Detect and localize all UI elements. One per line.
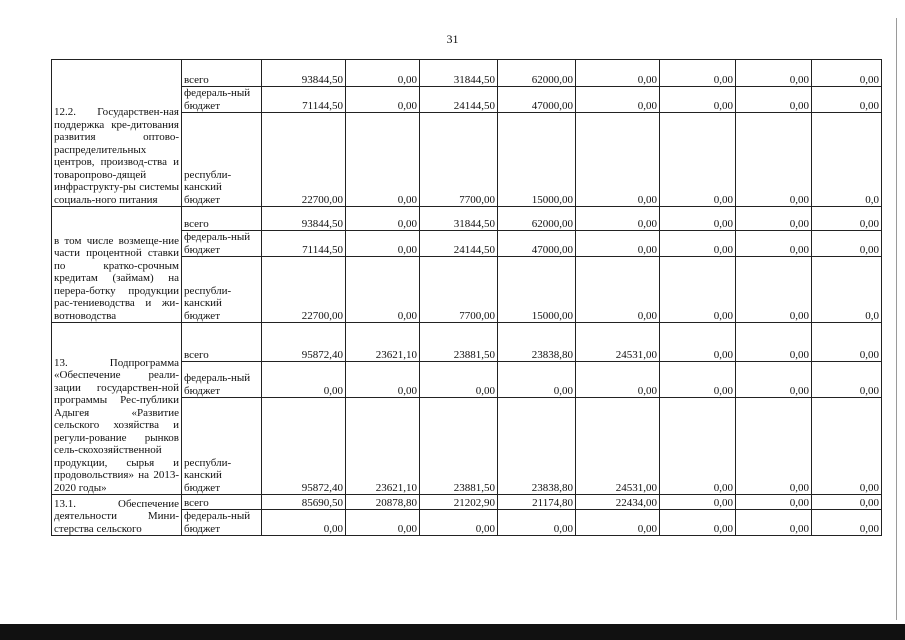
amount-cell: 0,00	[346, 510, 420, 536]
amount-cell: 0,00	[576, 87, 660, 113]
amount-cell: 0,00	[812, 495, 882, 510]
scan-border	[0, 624, 905, 640]
amount-cell: 21174,80	[498, 495, 576, 510]
amount-cell: 0,00	[420, 510, 498, 536]
table-row	[52, 323, 882, 362]
amount-cell: 62000,00	[498, 60, 576, 87]
amount-cell: 47000,00	[498, 87, 576, 113]
table-row	[52, 60, 882, 87]
page-edge	[896, 18, 897, 620]
amount-cell: 7700,00	[420, 113, 498, 207]
amount-cell: 0,00	[576, 510, 660, 536]
amount-cell: 0,00	[346, 60, 420, 87]
amount-cell: 21202,90	[420, 495, 498, 510]
amount-cell: 0,00	[262, 510, 346, 536]
amount-cell: 24144,50	[420, 87, 498, 113]
funding-source-cell: всего	[182, 207, 262, 231]
amount-cell: 0,00	[736, 495, 812, 510]
amount-cell: 0,00	[736, 231, 812, 257]
amount-cell: 0,00	[576, 362, 660, 398]
amount-cell: 0,00	[346, 207, 420, 231]
amount-cell: 0,00	[812, 231, 882, 257]
amount-cell: 0,00	[812, 87, 882, 113]
amount-cell: 71144,50	[262, 87, 346, 113]
amount-cell: 24144,50	[420, 231, 498, 257]
amount-cell: 0,00	[736, 362, 812, 398]
amount-cell: 0,00	[736, 323, 812, 362]
amount-cell: 0,00	[812, 207, 882, 231]
budget-table	[51, 59, 882, 536]
amount-cell: 0,00	[660, 362, 736, 398]
program-name-cell: 13.1. Обеспечение деятельности Мини-стерства сельского	[52, 495, 182, 536]
funding-source-cell: республи-канский бюджет	[182, 257, 262, 323]
table-row	[52, 207, 882, 231]
funding-source-cell: федераль-ный бюджет	[182, 231, 262, 257]
amount-cell: 0,00	[660, 113, 736, 207]
amount-cell: 0,0	[812, 257, 882, 323]
amount-cell: 0,00	[576, 60, 660, 87]
funding-source-cell: федераль-ный бюджет	[182, 362, 262, 398]
funding-source-cell: всего	[182, 60, 262, 87]
funding-source-cell: всего	[182, 495, 262, 510]
amount-cell: 0,00	[660, 257, 736, 323]
amount-cell: 93844,50	[262, 60, 346, 87]
program-name-cell: 13. Подпрограмма «Обеспечение реали-зации государствен-ной программы Рес-публики Адыгея «Развитие сельского хозяйства и регули-рование рынков сель-скохозяйственной продукции, сырья и продовольствия» на 2013-2020 годы»	[52, 323, 182, 495]
amount-cell: 0,00	[346, 113, 420, 207]
amount-cell: 0,00	[660, 398, 736, 495]
amount-cell: 0,00	[660, 323, 736, 362]
amount-cell: 0,00	[812, 398, 882, 495]
amount-cell: 0,00	[660, 231, 736, 257]
amount-cell: 22434,00	[576, 495, 660, 510]
amount-cell: 71144,50	[262, 231, 346, 257]
amount-cell: 0,00	[346, 87, 420, 113]
amount-cell: 0,00	[736, 113, 812, 207]
amount-cell: 0,00	[660, 495, 736, 510]
program-name-cell: в том числе возмеще-ние части процентной ставки по кратко-срочным кредитам (займам) на перера-ботку продукции рас-тениеводства и жи-вотноводства	[52, 207, 182, 323]
amount-cell: 23881,50	[420, 323, 498, 362]
amount-cell: 22700,00	[262, 257, 346, 323]
amount-cell: 0,00	[346, 362, 420, 398]
amount-cell: 7700,00	[420, 257, 498, 323]
amount-cell: 23881,50	[420, 398, 498, 495]
amount-cell: 0,00	[736, 207, 812, 231]
amount-cell: 0,00	[660, 60, 736, 87]
funding-source-cell: федераль-ный бюджет	[182, 87, 262, 113]
amount-cell: 0,00	[660, 207, 736, 231]
amount-cell: 0,00	[812, 510, 882, 536]
funding-source-cell: федераль-ный бюджет	[182, 510, 262, 536]
amount-cell: 0,00	[262, 362, 346, 398]
amount-cell: 95872,40	[262, 323, 346, 362]
funding-source-cell: всего	[182, 323, 262, 362]
amount-cell: 22700,00	[262, 113, 346, 207]
amount-cell: 0,00	[736, 510, 812, 536]
amount-cell: 24531,00	[576, 398, 660, 495]
amount-cell: 23838,80	[498, 323, 576, 362]
amount-cell: 0,00	[660, 87, 736, 113]
amount-cell: 0,00	[736, 257, 812, 323]
funding-source-cell: республи-канский бюджет	[182, 113, 262, 207]
amount-cell: 23838,80	[498, 398, 576, 495]
amount-cell: 15000,00	[498, 113, 576, 207]
amount-cell: 31844,50	[420, 60, 498, 87]
amount-cell: 20878,80	[346, 495, 420, 510]
amount-cell: 0,00	[660, 510, 736, 536]
amount-cell: 62000,00	[498, 207, 576, 231]
table-row	[52, 495, 882, 510]
amount-cell: 23621,10	[346, 323, 420, 362]
amount-cell: 0,00	[812, 362, 882, 398]
amount-cell: 0,00	[498, 510, 576, 536]
page-number: 31	[446, 32, 459, 46]
program-name-cell: 12.2. Государствен-ная поддержка кре-дитования развития оптово-распределительных центров, производ-ства и товаропрово-дящей инфраструкту-ры системы социаль-ного питания	[52, 60, 182, 207]
amount-cell: 85690,50	[262, 495, 346, 510]
amount-cell: 0,00	[576, 207, 660, 231]
amount-cell: 15000,00	[498, 257, 576, 323]
amount-cell: 0,00	[420, 362, 498, 398]
amount-cell: 31844,50	[420, 207, 498, 231]
amount-cell: 0,00	[576, 231, 660, 257]
amount-cell: 0,00	[736, 398, 812, 495]
amount-cell: 0,00	[346, 231, 420, 257]
amount-cell: 0,00	[498, 362, 576, 398]
amount-cell: 47000,00	[498, 231, 576, 257]
funding-source-cell: республи-канский бюджет	[182, 398, 262, 495]
amount-cell: 0,00	[576, 113, 660, 207]
amount-cell: 93844,50	[262, 207, 346, 231]
amount-cell: 0,00	[812, 323, 882, 362]
amount-cell: 0,00	[346, 257, 420, 323]
amount-cell: 0,0	[812, 113, 882, 207]
amount-cell: 0,00	[812, 60, 882, 87]
amount-cell: 95872,40	[262, 398, 346, 495]
amount-cell: 0,00	[736, 60, 812, 87]
amount-cell: 24531,00	[576, 323, 660, 362]
amount-cell: 23621,10	[346, 398, 420, 495]
amount-cell: 0,00	[736, 87, 812, 113]
amount-cell: 0,00	[576, 257, 660, 323]
